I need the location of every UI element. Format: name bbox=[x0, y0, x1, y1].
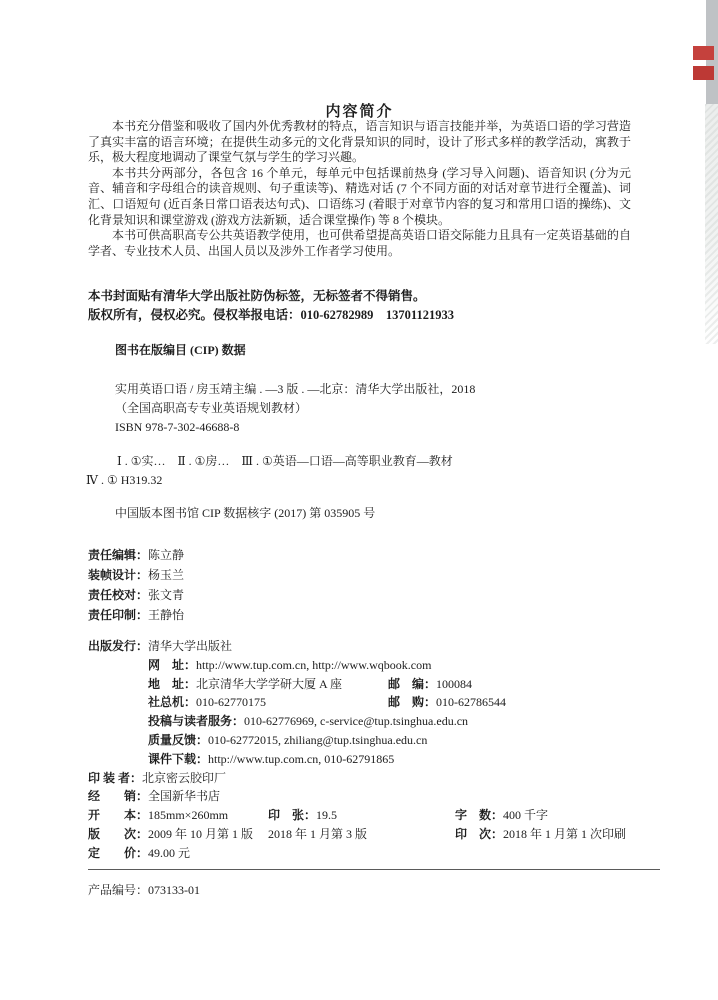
intro-paragraph-2: 本书共分两部分，各包含 16 个单元，每单元中包括课前热身 (学习导入问题)、语音知识 (分为元音、辅音和字母组合的读音规则、句子重读等)、精选对话 (7 个不同方面的对话对章节进行全覆盖)、词汇、口语短句 (近百条日常口语表达句式)、口语练习 (着眼于对章节内容的复习和常用口语的操练)、文化背景知识和课堂游戏 (游戏方法新颖，适合课堂操作) 等 8 个模块。 bbox=[88, 165, 631, 227]
staff-label: 责任编辑： bbox=[88, 548, 149, 562]
address-row bbox=[88, 675, 668, 694]
staff-value: 王静怡 bbox=[148, 608, 185, 622]
red-mark-top bbox=[693, 46, 714, 60]
intro-paragraphs bbox=[88, 119, 631, 259]
address-value: 北京清华大学学研大厦 A 座 bbox=[196, 676, 343, 691]
scan-edge-texture bbox=[705, 104, 718, 344]
reader-service-label: 投稿与读者服务： bbox=[148, 714, 245, 729]
format-row bbox=[88, 806, 668, 825]
courseware-contact: http://www.tup.com.cn, 010-62791865 bbox=[208, 751, 395, 766]
word-count-value: 400 千字 bbox=[503, 808, 549, 823]
edition-first: 2009 年 10 月第 1 版 bbox=[148, 826, 254, 841]
intro-title: 内容简介 bbox=[325, 104, 394, 120]
product-code bbox=[88, 881, 200, 898]
mail-order-label: 邮 购： bbox=[388, 695, 437, 710]
website-label: 网 址： bbox=[148, 657, 197, 672]
staff-value: 陈立静 bbox=[148, 548, 185, 562]
staff-row-proofreader bbox=[88, 585, 184, 605]
distributor-name: 全国新华书店 bbox=[148, 789, 221, 804]
postcode-value: 100084 bbox=[436, 676, 473, 691]
cip-class-line-1: Ⅰ . ①实… Ⅱ . ①房… Ⅲ . ①英语—口语—高等职业教育—教材 bbox=[117, 454, 453, 468]
address-label: 地 址： bbox=[148, 676, 197, 691]
publisher-label: 出版发行： bbox=[88, 639, 149, 653]
staff-row-printing-supervisor bbox=[88, 605, 184, 625]
quality-feedback-label: 质量反馈： bbox=[148, 732, 209, 747]
staff-value: 张文青 bbox=[148, 588, 185, 602]
courseware-row bbox=[88, 750, 668, 769]
footer-divider bbox=[88, 869, 660, 870]
cip-record-number: 中国版本图书馆 CIP 数据核字 (2017) 第 035905 号 bbox=[115, 506, 376, 520]
distributor-label: 经 销： bbox=[88, 789, 149, 804]
isbn-line: ISBN 978-7-302-46688-8 bbox=[115, 420, 240, 434]
postcode-label: 邮 编： bbox=[388, 676, 437, 691]
mail-order-phone: 010-62786544 bbox=[436, 695, 507, 710]
reader-service-row bbox=[88, 712, 668, 731]
intro-paragraph-3: 本书可供高职高专公共英语教学使用，也可供希望提高英语口语交际能力且具有一定英语基础的自学者、专业技术人员、出国人员以及涉外工作者学习使用。 bbox=[88, 228, 631, 258]
product-code-label: 产品编号： bbox=[88, 883, 149, 897]
staff-label: 装帧设计： bbox=[88, 568, 149, 582]
product-code-value: 073133-01 bbox=[148, 883, 201, 897]
staff-row-designer bbox=[88, 565, 184, 585]
reader-service-contact: 010-62776969, c-service@tup.tsinghua.edu.cn bbox=[244, 714, 469, 729]
binder-label: 印 装 者： bbox=[88, 770, 143, 785]
courseware-label: 课件下载： bbox=[148, 751, 209, 766]
publishing-info bbox=[88, 637, 668, 863]
sheets-label: 印 张： bbox=[268, 808, 317, 823]
switchboard-label: 社总机： bbox=[148, 695, 197, 710]
price-label: 定 价： bbox=[88, 845, 149, 860]
distributor-row bbox=[88, 787, 668, 806]
binder-row bbox=[88, 769, 668, 788]
publisher-name: 清华大学出版社 bbox=[148, 639, 233, 653]
staff-row-editor bbox=[88, 545, 184, 565]
switchboard-row bbox=[88, 693, 668, 712]
quality-feedback-contact: 010-62772015, zhiliang@tup.tsinghua.edu.cn bbox=[208, 732, 428, 747]
print-run-label: 印 次： bbox=[455, 826, 504, 841]
staff-label: 责任印制： bbox=[88, 608, 149, 622]
edition-row bbox=[88, 825, 668, 844]
print-run-value: 2018 年 1 月第 1 次印刷 bbox=[503, 826, 627, 841]
website-urls: http://www.tup.com.cn, http://www.wqbook.com bbox=[196, 657, 432, 672]
word-count-label: 字 数： bbox=[455, 808, 504, 823]
red-mark-bottom bbox=[693, 66, 714, 80]
quality-feedback-row bbox=[88, 731, 668, 750]
publisher-row bbox=[88, 637, 668, 656]
staff-credits bbox=[88, 545, 184, 625]
format-value: 185mm×260mm bbox=[148, 808, 229, 823]
switchboard-phone: 010-62770175 bbox=[196, 695, 267, 710]
cip-entry-line: 实用英语口语 / 房玉靖主编 . —3 版 . —北京：清华大学出版社，2018 bbox=[115, 382, 476, 396]
cip-heading: 图书在版编目 (CIP) 数据 bbox=[115, 343, 246, 357]
staff-value: 杨玉兰 bbox=[148, 568, 185, 582]
cip-entry bbox=[115, 380, 635, 437]
website-row bbox=[88, 656, 668, 675]
sheets-value: 19.5 bbox=[316, 808, 338, 823]
edition-label: 版 次： bbox=[88, 826, 149, 841]
staff-label: 责任校对： bbox=[88, 588, 149, 602]
format-label: 开 本： bbox=[88, 808, 149, 823]
cip-classification bbox=[86, 452, 626, 490]
cip-series-line: （全国高职高专专业英语规划教材） bbox=[115, 401, 308, 415]
price-row bbox=[88, 844, 668, 863]
cip-class-line-2: Ⅳ . ① H319.32 bbox=[86, 473, 163, 487]
binder-name: 北京密云胶印厂 bbox=[142, 770, 227, 785]
price-value: 49.00 元 bbox=[148, 845, 191, 860]
copyright-notice: 版权所有，侵权必究。侵权举报电话：010-62782989 13701121933 bbox=[88, 308, 454, 322]
edition-current: 2018 年 1 月第 3 版 bbox=[268, 826, 368, 841]
anti-counterfeit-notice: 本书封面贴有清华大学出版社防伪标签，无标签者不得销售。 bbox=[88, 289, 426, 303]
intro-paragraph-1: 本书充分借鉴和吸收了国内外优秀教材的特点，语言知识与语言技能并举，为英语口语的学习营造了真实丰富的语言环境；在提供生动多元的文化背景知识的同时，设计了形式多样的教学活动，寓教于乐，极大程度地调动了课堂气氛与学生的学习兴趣。 bbox=[88, 119, 631, 165]
